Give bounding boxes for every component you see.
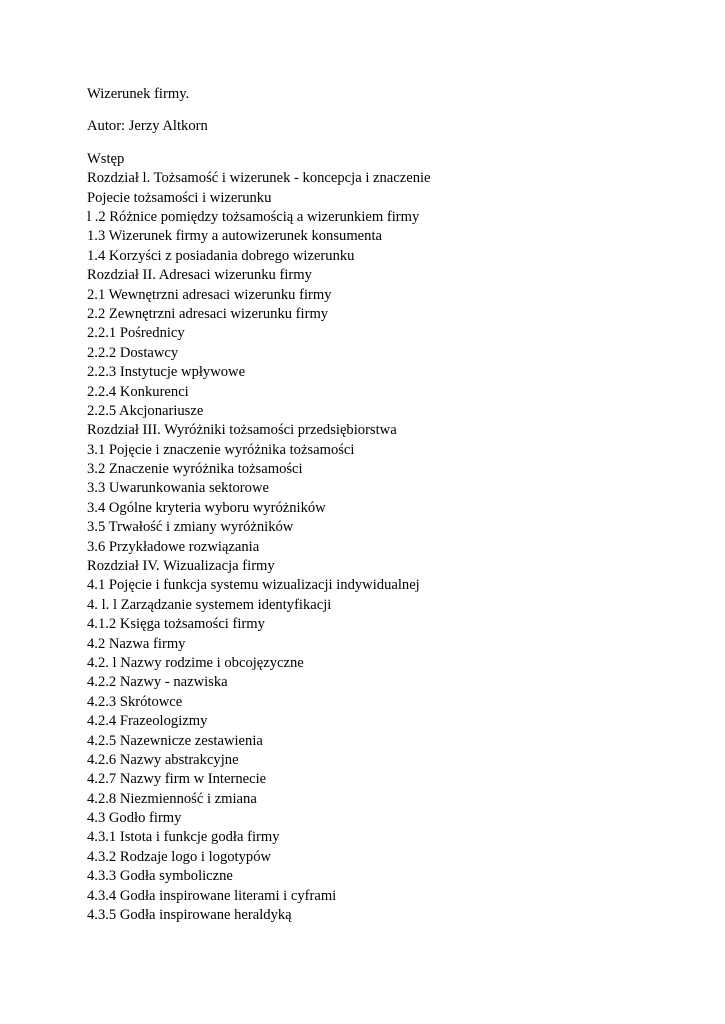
toc-item: 3.2 Znaczenie wyróżnika tożsamości	[87, 461, 303, 478]
toc-item: 4.2 Nazwa firmy	[87, 635, 186, 652]
toc-item: Pojecie tożsamości i wizerunku	[87, 189, 272, 206]
toc-item: 4.2.5 Nazewnicze zestawienia	[87, 732, 263, 749]
toc-item: Wstęp	[87, 150, 125, 167]
toc-item: 4.1 Pojęcie i funkcja systemu wizualizacji indywidualnej	[87, 577, 420, 594]
toc-item: 4.3 Godło firmy	[87, 810, 182, 827]
toc-item: 2.1 Wewnętrzni adresaci wizerunku firmy	[87, 286, 332, 303]
toc-item: l .2 Różnice pomiędzy tożsamością a wizerunkiem firmy	[87, 208, 420, 225]
toc-item: 4.3.4 Godła inspirowane literami i cyframi	[87, 887, 337, 904]
toc-item: Rozdział II. Adresaci wizerunku firmy	[87, 267, 312, 284]
toc-item: Rozdział IV. Wizualizacja firmy	[87, 558, 275, 575]
toc-item: 2.2 Zewnętrzni adresaci wizerunku firmy	[87, 305, 329, 322]
toc-item: 4. l. l Zarządzanie systemem identyfikacji	[87, 596, 332, 613]
toc-item: 4.3.1 Istota i funkcje godła firmy	[87, 829, 280, 846]
toc-item: 4.2.2 Nazwy - nazwiska	[87, 674, 228, 691]
toc-item: 4.2.3 Skrótowce	[87, 693, 183, 710]
table-of-contents	[87, 150, 687, 926]
toc-item: 4.3.2 Rodzaje logo i logotypów	[87, 848, 272, 865]
toc-item: Rozdział l. Tożsamość i wizerunek - koncepcja i znaczenie	[87, 170, 431, 187]
toc-item: 4.3.3 Godła symboliczne	[87, 868, 233, 885]
toc-item: 3.3 Uwarunkowania sektorowe	[87, 480, 269, 497]
toc-item: 3.4 Ogólne kryteria wyboru wyróżników	[87, 499, 326, 516]
toc-item: 4.2. l Nazwy rodzime i obcojęzyczne	[87, 654, 304, 671]
toc-item: 1.4 Korzyści z posiadania dobrego wizerunku	[87, 247, 355, 264]
toc-item: 1.3 Wizerunek firmy a autowizerunek konsumenta	[87, 228, 382, 245]
toc-item: 2.2.4 Konkurenci	[87, 383, 189, 400]
toc-item: 3.6 Przykładowe rozwiązania	[87, 538, 260, 555]
toc-item: 4.2.4 Frazeologizmy	[87, 713, 208, 730]
toc-item: 2.2.2 Dostawcy	[87, 344, 179, 361]
toc-item: 3.5 Trwałość i zmiany wyróżników	[87, 519, 294, 536]
toc-item: 4.2.8 Niezmienność i zmiana	[87, 790, 257, 807]
toc-item: 2.2.1 Pośrednicy	[87, 325, 185, 342]
document-author: Autor: Jerzy Altkorn	[87, 118, 208, 135]
toc-item: 2.2.3 Instytucje wpływowe	[87, 364, 246, 381]
document-content	[87, 85, 687, 925]
toc-item: 3.1 Pojęcie i znaczenie wyróżnika tożsamości	[87, 441, 355, 458]
toc-item: 4.2.7 Nazwy firm w Internecie	[87, 771, 267, 788]
toc-item: 4.1.2 Księga tożsamości firmy	[87, 616, 265, 633]
toc-item: 4.3.5 Godła inspirowane heraldyką	[87, 907, 292, 924]
toc-item: 2.2.5 Akcjonariusze	[87, 402, 204, 419]
document-title: Wizerunek firmy.	[87, 86, 190, 102]
toc-item: 4.2.6 Nazwy abstrakcyjne	[87, 751, 239, 768]
toc-item: Rozdział III. Wyróżniki tożsamości przedsiębiorstwa	[87, 422, 397, 439]
